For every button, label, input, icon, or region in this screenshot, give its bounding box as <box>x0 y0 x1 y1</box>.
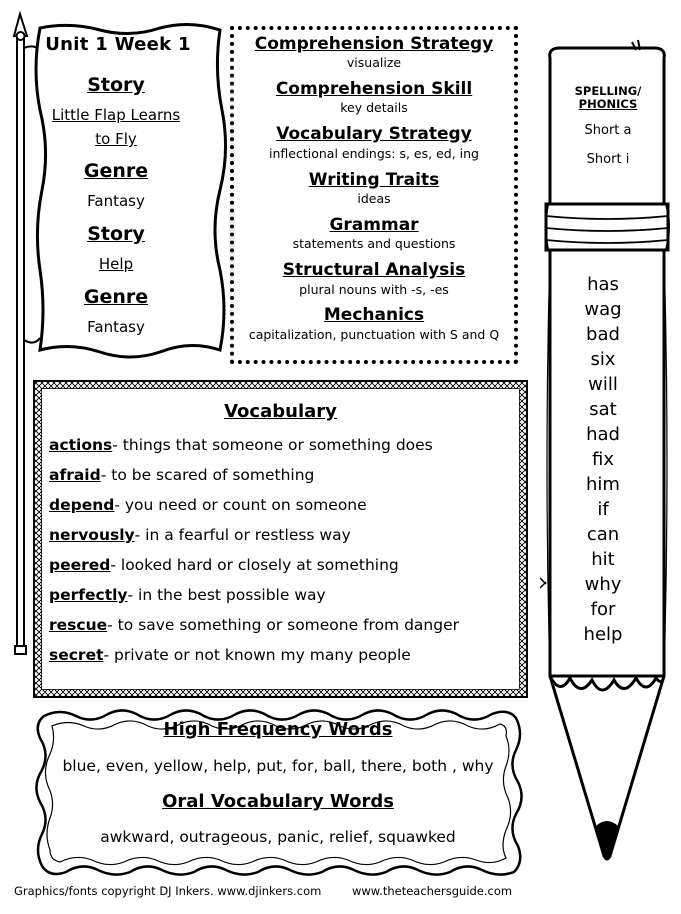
spelling-word: fix <box>592 449 614 470</box>
vocab-word: afraid <box>49 466 101 484</box>
skill-detail-comprehension-skill: key details <box>340 100 408 115</box>
spelling-word: hit <box>591 549 615 570</box>
vocab-definition: - to be scared of something <box>100 466 315 484</box>
flag-content <box>42 26 224 366</box>
vocab-word: nervously <box>49 526 135 544</box>
skill-heading-grammar: Grammar <box>329 215 419 235</box>
story-title-2: Help <box>98 255 134 273</box>
spelling-word: him <box>586 474 620 495</box>
vocab-entry <box>49 436 433 454</box>
skill-detail-writing-traits: ideas <box>357 191 391 206</box>
vocab-entry <box>49 496 367 514</box>
vocab-definition: - things that someone or something does <box>112 436 433 454</box>
oral-vocabulary-title: Oral Vocabulary Words <box>162 791 394 812</box>
vocab-entry <box>49 616 459 634</box>
spelling-word: for <box>590 599 616 620</box>
vocab-definition: - private or not known my many people <box>103 646 411 664</box>
vocab-definition: - in a fearful or restless way <box>134 526 351 544</box>
vocabulary-title: Vocabulary <box>224 401 337 422</box>
spelling-word: sat <box>589 399 617 420</box>
vocab-definition: - in the best possible way <box>127 586 326 604</box>
spelling-word: help <box>583 624 623 645</box>
vocab-word: secret <box>49 646 104 664</box>
high-frequency-title: High Frequency Words <box>163 719 393 740</box>
phonics-pattern-1: Short a <box>584 123 632 138</box>
vocab-word: rescue <box>49 616 108 634</box>
skill-heading-vocabulary-strategy: Vocabulary Strategy <box>276 124 472 144</box>
genre-value: Fantasy <box>87 192 145 210</box>
story-heading-2: Story <box>87 223 145 245</box>
skill-heading-writing-traits: Writing Traits <box>308 170 440 190</box>
skill-detail-comprehension-strategy: visualize <box>346 55 402 70</box>
skill-detail-structural-analysis: plural nouns with -s, -es <box>299 282 449 297</box>
vocab-entry <box>49 466 314 484</box>
story-title-line1: Little Flap Learns <box>51 106 181 124</box>
vocabulary-content <box>42 389 519 689</box>
unit-week-title: Unit 1 Week 1 <box>45 34 191 55</box>
skill-detail-mechanics: capitalization, punctuation with S and Q <box>248 327 500 342</box>
skill-detail-grammar: statements and questions <box>292 236 456 251</box>
skill-detail-vocabulary-strategy: inflectional endings: s, es, ed, ing <box>269 146 479 161</box>
footer-website: www.theteachersguide.com <box>352 884 513 898</box>
spelling-word: wag <box>584 299 622 320</box>
spelling-word: can <box>586 524 620 545</box>
genre-heading-2: Genre <box>83 286 149 308</box>
vocabulary-panel <box>33 380 528 698</box>
phonics-pattern-2: Short i <box>586 152 630 167</box>
story-heading: Story <box>87 74 145 96</box>
genre-value-2: Fantasy <box>87 318 145 336</box>
vocab-definition: - you need or count on someone <box>114 496 367 514</box>
vocab-definition: - looked hard or closely at something <box>110 556 399 574</box>
genre-heading: Genre <box>83 160 149 182</box>
spelling-word: has <box>587 274 619 295</box>
spelling-label-line2: PHONICS <box>578 97 638 111</box>
spelling-word: six <box>590 349 616 370</box>
spelling-word: if <box>597 499 609 520</box>
skill-heading-mechanics: Mechanics <box>323 305 425 325</box>
spelling-word: had <box>586 424 620 445</box>
spelling-label-line1: SPELLING/ <box>574 84 642 98</box>
vocab-definition: - to save something or someone from danger <box>107 616 459 634</box>
high-frequency-words: blue, even, yellow, help, put, for, ball, there, both , why <box>62 757 494 775</box>
vocab-entry <box>49 586 326 604</box>
pencil-graphic <box>540 36 676 910</box>
story-title-line2: to Fly <box>95 130 137 148</box>
footer-copyright: Graphics/fonts copyright DJ Inkers. www.djinkers.com <box>14 884 322 898</box>
spelling-word: bad <box>586 324 620 345</box>
skill-heading-comprehension-skill: Comprehension Skill <box>275 79 473 99</box>
skills-panel <box>230 26 518 364</box>
vocab-word: peered <box>49 556 111 574</box>
vocab-entry <box>49 646 411 664</box>
spelling-word: will <box>588 374 618 395</box>
word-lists-panel <box>30 706 526 878</box>
spelling-pencil <box>540 36 676 910</box>
vocab-entry <box>49 556 399 574</box>
vocab-word: depend <box>49 496 115 514</box>
vocab-word: actions <box>49 436 113 454</box>
vocab-entry <box>49 526 351 544</box>
skill-heading-structural-analysis: Structural Analysis <box>282 260 466 280</box>
skill-heading-comprehension-strategy: Comprehension Strategy <box>254 34 494 54</box>
vocab-word: perfectly <box>49 586 128 604</box>
spelling-word: why <box>584 574 622 595</box>
oral-vocabulary-words: awkward, outrageous, panic, relief, squawked <box>100 828 456 846</box>
